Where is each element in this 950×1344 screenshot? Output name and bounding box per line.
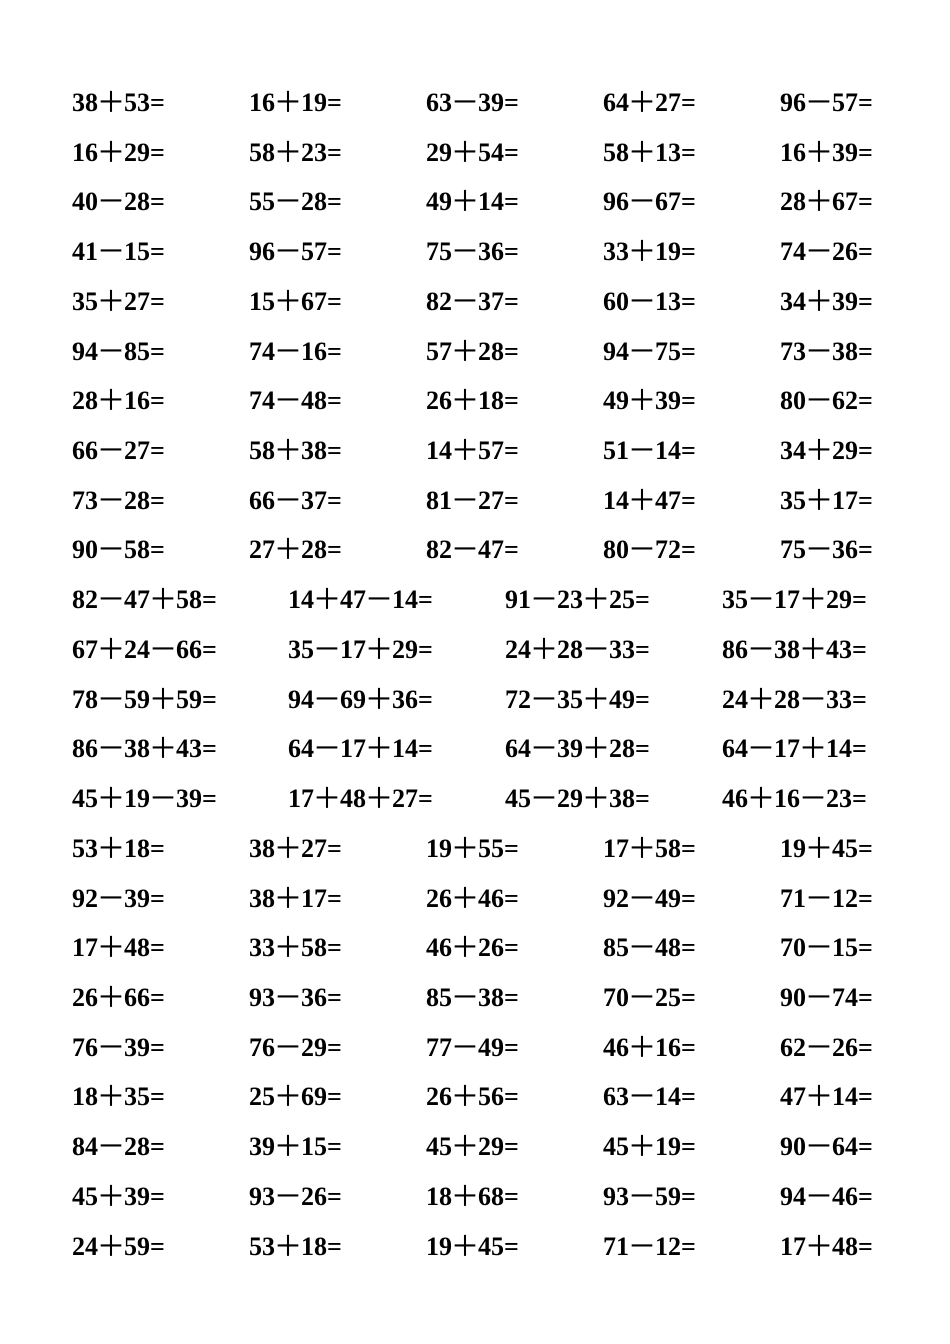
arithmetic-problem: 16＋29=	[72, 137, 165, 167]
problem-row	[72, 128, 890, 178]
arithmetic-problem: 64－39＋28=	[505, 734, 650, 764]
arithmetic-problem: 19＋55=	[426, 833, 519, 863]
arithmetic-problem: 82－37=	[426, 286, 519, 316]
arithmetic-problem: 91－23＋25=	[505, 585, 650, 615]
arithmetic-problem: 28＋16=	[72, 386, 165, 416]
arithmetic-problem: 93－59=	[603, 1181, 696, 1211]
arithmetic-problem: 35－17＋29=	[288, 634, 433, 664]
problem-row	[72, 227, 890, 277]
arithmetic-problem: 70－15=	[780, 933, 873, 963]
arithmetic-problem: 93－36=	[249, 982, 342, 1012]
arithmetic-problem: 71－12=	[603, 1231, 696, 1261]
arithmetic-problem: 17＋48=	[72, 933, 165, 963]
arithmetic-problem: 74－26=	[780, 237, 873, 267]
arithmetic-problem: 85－48=	[603, 933, 696, 963]
arithmetic-problem: 27＋28=	[249, 535, 342, 565]
arithmetic-problem: 46＋26=	[426, 933, 519, 963]
problem-row	[72, 525, 890, 575]
arithmetic-problem: 76－39=	[72, 1032, 165, 1062]
problem-row	[72, 177, 890, 227]
arithmetic-problem: 14＋47=	[603, 485, 696, 515]
arithmetic-problem: 17＋58=	[603, 833, 696, 863]
arithmetic-problem: 33＋19=	[603, 237, 696, 267]
arithmetic-problem: 26＋46=	[426, 883, 519, 913]
arithmetic-problem: 73－38=	[780, 336, 873, 366]
arithmetic-problem: 46＋16=	[603, 1032, 696, 1062]
arithmetic-problem: 18＋35=	[72, 1082, 165, 1112]
arithmetic-problem: 75－36=	[780, 535, 873, 565]
arithmetic-problem: 73－28=	[72, 485, 165, 515]
arithmetic-problem: 58＋13=	[603, 137, 696, 167]
arithmetic-problem: 47＋14=	[780, 1082, 873, 1112]
arithmetic-problem: 38＋27=	[249, 833, 342, 863]
arithmetic-problem: 64－17＋14=	[288, 734, 433, 764]
arithmetic-problem: 77－49=	[426, 1032, 519, 1062]
problem-row	[72, 376, 890, 426]
arithmetic-problem: 90－74=	[780, 982, 873, 1012]
problem-row	[72, 625, 890, 675]
arithmetic-problem: 94－69＋36=	[288, 684, 433, 714]
arithmetic-problem: 86－38＋43=	[722, 634, 867, 664]
problem-row	[72, 1072, 890, 1122]
problem-grid	[72, 78, 890, 1271]
arithmetic-problem: 92－39=	[72, 883, 165, 913]
problem-row	[72, 1023, 890, 1073]
arithmetic-problem: 45＋29=	[426, 1132, 519, 1162]
arithmetic-problem: 24＋28－33=	[722, 684, 867, 714]
arithmetic-problem: 41－15=	[72, 237, 165, 267]
arithmetic-problem: 51－14=	[603, 436, 696, 466]
arithmetic-problem: 49＋14=	[426, 187, 519, 217]
arithmetic-problem: 16＋19=	[249, 88, 342, 117]
arithmetic-problem: 33＋58=	[249, 933, 342, 963]
arithmetic-problem: 84－28=	[72, 1132, 165, 1162]
arithmetic-problem: 80－72=	[603, 535, 696, 565]
arithmetic-problem: 29＋54=	[426, 137, 519, 167]
problem-row	[72, 973, 890, 1023]
arithmetic-problem: 63－39=	[426, 88, 519, 117]
arithmetic-problem: 17＋48＋27=	[288, 784, 433, 814]
arithmetic-problem: 39＋15=	[249, 1132, 342, 1162]
problem-row	[72, 824, 890, 874]
arithmetic-problem: 74－16=	[249, 336, 342, 366]
problem-row	[72, 1222, 890, 1272]
arithmetic-problem: 24＋28－33=	[505, 634, 650, 664]
arithmetic-problem: 96－57=	[780, 88, 873, 117]
arithmetic-problem: 26＋18=	[426, 386, 519, 416]
arithmetic-problem: 82－47＋58=	[72, 585, 217, 615]
arithmetic-problem: 58＋38=	[249, 436, 342, 466]
arithmetic-problem: 14＋47－14=	[288, 585, 433, 615]
arithmetic-problem: 34＋39=	[780, 286, 873, 316]
arithmetic-problem: 40－28=	[72, 187, 165, 217]
arithmetic-problem: 28＋67=	[780, 187, 873, 217]
arithmetic-problem: 38＋53=	[72, 88, 165, 117]
problem-row	[72, 327, 890, 377]
arithmetic-problem: 60－13=	[603, 286, 696, 316]
arithmetic-problem: 35＋17=	[780, 485, 873, 515]
arithmetic-problem: 26＋66=	[72, 982, 165, 1012]
arithmetic-problem: 53＋18=	[72, 833, 165, 863]
arithmetic-problem: 96－57=	[249, 237, 342, 267]
arithmetic-problem: 19＋45=	[780, 833, 873, 863]
arithmetic-problem: 45－29＋38=	[505, 784, 650, 814]
arithmetic-problem: 53＋18=	[249, 1231, 342, 1261]
arithmetic-problem: 81－27=	[426, 485, 519, 515]
problem-row	[72, 575, 890, 625]
arithmetic-problem: 86－38＋43=	[72, 734, 217, 764]
arithmetic-problem: 78－59＋59=	[72, 684, 217, 714]
arithmetic-problem: 74－48=	[249, 386, 342, 416]
arithmetic-problem: 25＋69=	[249, 1082, 342, 1112]
arithmetic-problem: 35＋27=	[72, 286, 165, 316]
arithmetic-problem: 38＋17=	[249, 883, 342, 913]
problem-row	[72, 874, 890, 924]
arithmetic-problem: 46＋16－23=	[722, 784, 867, 814]
arithmetic-problem: 62－26=	[780, 1032, 873, 1062]
arithmetic-problem: 19＋45=	[426, 1231, 519, 1261]
arithmetic-problem: 16＋39=	[780, 137, 873, 167]
arithmetic-problem: 45＋19=	[603, 1132, 696, 1162]
arithmetic-problem: 93－26=	[249, 1181, 342, 1211]
problem-row	[72, 724, 890, 774]
arithmetic-problem: 35－17＋29=	[722, 585, 867, 615]
arithmetic-problem: 66－27=	[72, 436, 165, 466]
arithmetic-problem: 18＋68=	[426, 1181, 519, 1211]
arithmetic-problem: 92－49=	[603, 883, 696, 913]
arithmetic-problem: 64＋27=	[603, 88, 696, 117]
problem-row	[72, 675, 890, 725]
arithmetic-problem: 71－12=	[780, 883, 873, 913]
arithmetic-problem: 67＋24－66=	[72, 634, 217, 664]
problem-row	[72, 277, 890, 327]
arithmetic-problem: 94－46=	[780, 1181, 873, 1211]
arithmetic-problem: 76－29=	[249, 1032, 342, 1062]
arithmetic-problem: 75－36=	[426, 237, 519, 267]
arithmetic-problem: 72－35＋49=	[505, 684, 650, 714]
arithmetic-problem: 94－75=	[603, 336, 696, 366]
arithmetic-problem: 14＋57=	[426, 436, 519, 466]
arithmetic-problem: 63－14=	[603, 1082, 696, 1112]
arithmetic-problem: 49＋39=	[603, 386, 696, 416]
arithmetic-problem: 66－37=	[249, 485, 342, 515]
arithmetic-problem: 57＋28=	[426, 336, 519, 366]
arithmetic-problem: 96－67=	[603, 187, 696, 217]
arithmetic-problem: 85－38=	[426, 982, 519, 1012]
arithmetic-problem: 45＋19－39=	[72, 784, 217, 814]
problem-row	[72, 426, 890, 476]
arithmetic-problem: 55－28=	[249, 187, 342, 217]
arithmetic-problem: 82－47=	[426, 535, 519, 565]
arithmetic-problem: 94－85=	[72, 336, 165, 366]
arithmetic-problem: 34＋29=	[780, 436, 873, 466]
arithmetic-problem: 45＋39=	[72, 1181, 165, 1211]
arithmetic-problem: 90－64=	[780, 1132, 873, 1162]
problem-row	[72, 78, 890, 128]
problem-row	[72, 923, 890, 973]
problem-row	[72, 774, 890, 824]
arithmetic-problem: 58＋23=	[249, 137, 342, 167]
problem-row	[72, 1172, 890, 1222]
arithmetic-problem: 70－25=	[603, 982, 696, 1012]
problem-row	[72, 476, 890, 526]
arithmetic-problem: 15＋67=	[249, 286, 342, 316]
arithmetic-problem: 64－17＋14=	[722, 734, 867, 764]
arithmetic-problem: 90－58=	[72, 535, 165, 565]
arithmetic-problem: 24＋59=	[72, 1231, 165, 1261]
problem-row	[72, 1122, 890, 1172]
arithmetic-problem: 26＋56=	[426, 1082, 519, 1112]
arithmetic-problem: 80－62=	[780, 386, 873, 416]
arithmetic-problem: 17＋48=	[780, 1231, 873, 1261]
